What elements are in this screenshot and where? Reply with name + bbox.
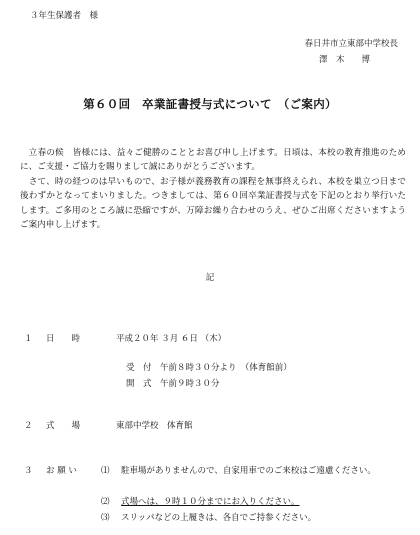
item-date-ceremony: 開 式 午前９時３０分: [126, 379, 220, 389]
request-arrival-time: 式場へは、９時１０分までにお入りください。: [121, 497, 300, 507]
item-date-reception: 受 付 午前８時３０分より （体育館前）: [126, 363, 292, 373]
request-parking: 駐車場がありませんので、自家用車でのご来校はご遠慮ください。: [121, 466, 376, 476]
announcement-paragraph: さて、時の経つのは早いもので、お子様が義務教育の課程を無事終えられ、本校を巣立つ日まで後わずかとなってまいりました。つきましては、第６０回卒業証書授与式を下記のとおり挙行いたします。ご多用のところ誠に恐縮ですが、万障お繰り合わせのうえ、ぜひご出席くださいますようご案内申し上げます。: [20, 176, 406, 231]
item-venue-value: 東部中学校 体育館: [116, 421, 193, 431]
document-title: 第６０回 卒業証書授与式について （ご案内）: [83, 97, 337, 111]
item-venue-number: ２: [24, 421, 33, 431]
request-marker: ⑴: [101, 466, 110, 476]
sender-name: 澤 木 博: [318, 55, 370, 65]
request-marker: ⑵: [101, 497, 110, 507]
item-date-value: 平成２０年 ３月 ６日 （木）: [116, 334, 227, 344]
item-date-label: 日 時: [46, 334, 81, 344]
greeting-body: [20, 146, 406, 232]
ki-heading: 記: [205, 273, 215, 283]
greeting-paragraph: 立春の候 皆様には、益々ご健勝のこととお喜び申し上げます。日頃は、本校の教育推進のために、ご支援・ご協力を賜りまして誠にありがとうございます。: [20, 148, 406, 173]
item-venue-label: 式 場: [46, 421, 81, 431]
recipient-line: ３年生保護者 様: [30, 11, 99, 21]
request-marker: ⑶: [101, 513, 110, 523]
item-date-number: １: [24, 334, 33, 344]
sender-school: 春日井市立東部中学校長: [304, 39, 398, 49]
item-requests-label: お 願 い: [46, 466, 77, 476]
item-requests-number: ３: [24, 466, 33, 476]
request-slippers: スリッパなどの上履きは、各自でご持参ください。: [121, 513, 317, 523]
